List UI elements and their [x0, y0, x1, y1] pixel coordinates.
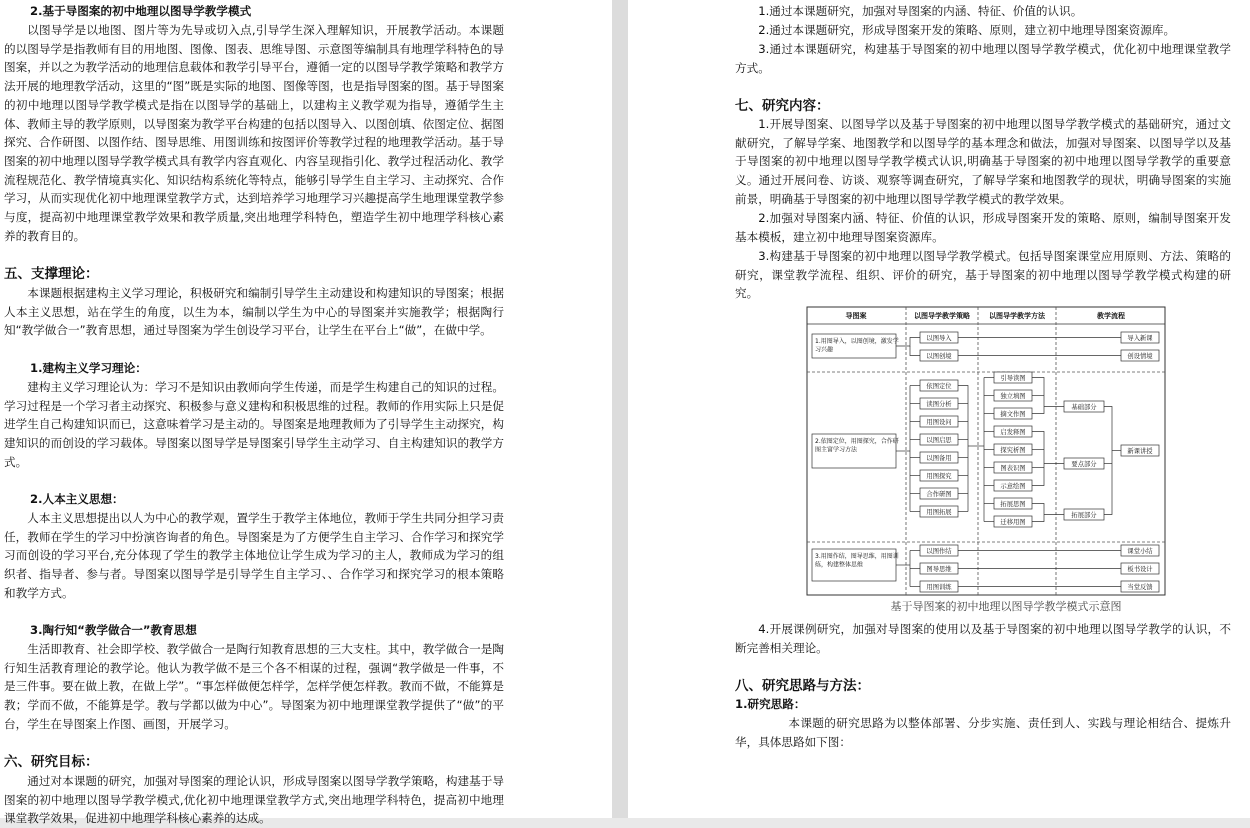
- diagram-method-box: [994, 444, 1032, 455]
- svg-text:迁移用图: 迁移用图: [1000, 519, 1026, 526]
- diagram-strategy-box: [920, 581, 958, 592]
- diagram-strategy-box: [920, 470, 958, 481]
- svg-text:板书设计: 板书设计: [1127, 566, 1153, 573]
- svg-text:1.用图导入，以图创境，激发学习兴趣: 1.用图导入，以图创境，激发学习兴趣: [815, 338, 899, 354]
- diagram-strategy-box: [920, 380, 958, 391]
- diagram-method-box: [994, 408, 1032, 419]
- diagram-flow-box: [1121, 350, 1159, 361]
- subheading-s5-1: 1.建构主义学习理论：: [30, 361, 147, 375]
- diagram-phase-box: [812, 549, 899, 581]
- svg-text:以图启思: 以图启思: [926, 437, 952, 444]
- section-heading-s2: 2.基于导图案的初中地理以图导学教学模式: [30, 4, 252, 18]
- subheading-s5-2: 2.人本主义思想：: [30, 492, 124, 506]
- diagram-header: 导图案: [845, 312, 867, 320]
- svg-text:合作研图: 合作研图: [926, 491, 952, 498]
- svg-text:导入新课: 导入新课: [1127, 335, 1153, 342]
- svg-text:依图定位: 依图定位: [926, 383, 952, 390]
- svg-text:探究析图: 探究析图: [1000, 447, 1026, 454]
- svg-text:要点部分: 要点部分: [1071, 461, 1097, 468]
- diagram-strategy-box: [920, 506, 958, 517]
- diagram-method-box: [994, 462, 1032, 473]
- paragraph-s5-1: 建构主义学习理论认为：学习不是知识由教师向学生传递，而是学生构建自己的知识的过程。学习过程是一个学习者主动探究、积极参与意义建构和积极思维的过程。教师的作用实际上只是促进学生自己构建知识而已，这意味着学习是主动的。导图案是地理教师为了引导学生主动探究，构建知识的而创设的学习载体。导图案以图导学是导图案引导学生主动学习、自主构建知识的教学方式。: [4, 380, 504, 469]
- content-item-3: 3.构建基于导图案的初中地理以图导学教学模式。包括导图案课堂应用原则、方法、策略的研究，课堂教学流程、组织、评价的研究，基于导图案的初中地理以图导学教学模式构建的研究。: [735, 249, 1231, 301]
- svg-text:基础部分: 基础部分: [1071, 404, 1097, 411]
- diagram-caption: 基于导图案的初中地理以图导学教学模式示意图: [890, 600, 1122, 613]
- diagram-strategy-box: [920, 563, 958, 574]
- diagram-strategy-box: [920, 488, 958, 499]
- svg-text:当堂反馈: 当堂反馈: [1127, 584, 1153, 591]
- svg-text:图导思维: 图导思维: [926, 566, 952, 573]
- section-heading-s7: 七、研究内容：: [735, 98, 830, 114]
- diagram-flow-box: [1121, 445, 1159, 456]
- section-heading-s5: 五、支撑理论：: [4, 266, 99, 282]
- svg-text:拓展思图: 拓展思图: [1000, 501, 1026, 508]
- diagram-header: 教学流程: [1097, 312, 1125, 320]
- svg-text:2.依图定位，用图探究，合作研图主富学习方法: 2.依图定位，用图探究，合作研图主富学习方法: [815, 438, 899, 454]
- diagram-flow-box: [1121, 581, 1159, 592]
- diagram-method-box: [994, 516, 1032, 527]
- diagram-header: 以图导学教学策略: [914, 312, 970, 320]
- svg-text:读图分析: 读图分析: [926, 401, 952, 408]
- svg-text:以图创境: 以图创境: [926, 353, 952, 360]
- svg-text:以图备用: 以图备用: [926, 455, 952, 462]
- svg-text:摘文作图: 摘文作图: [1000, 411, 1026, 418]
- diagram-strategy-box: [920, 452, 958, 463]
- svg-text:3.用图作结，图导思维，用图训练，构建整体思维: 3.用图作结，图导思维，用图训练，构建整体思维: [815, 553, 899, 569]
- svg-text:独立填图: 独立填图: [1000, 393, 1026, 400]
- svg-text:以图导入: 以图导入: [926, 335, 952, 342]
- svg-text:创设情境: 创设情境: [1127, 353, 1153, 360]
- goal-item-2: 2.通过本课题研究，形成导图案开发的策略、原则，建立初中地理导图案资源库。: [758, 23, 1176, 37]
- diagram-strategy-box: [920, 332, 958, 343]
- subheading-s5-3: 3.陶行知“教学做合一”教育思想: [30, 623, 197, 637]
- diagram-flow-box: [1121, 332, 1159, 343]
- diagram-phase-box: [812, 434, 899, 468]
- svg-text:引导读图: 引导读图: [1000, 375, 1026, 382]
- goal-item-3: 3.通过本课题研究，构建基于导图案的初中地理以图导学教学模式，优化初中地理课堂教学方式。: [735, 42, 1231, 75]
- diagram-phase-box: [812, 334, 899, 358]
- diagram-strategy-box: [920, 416, 958, 427]
- svg-text:启发释图: 启发释图: [1000, 429, 1026, 436]
- page-gap: [612, 0, 628, 818]
- goal-item-1: 1.通过本课题研究，加强对导图案的内涵、特征、价值的认识。: [758, 4, 1083, 18]
- diagram-part-box: [1064, 509, 1104, 520]
- document-page-left: [0, 0, 612, 826]
- diagram-method-box: [994, 390, 1032, 401]
- diagram-strategy-box: [920, 434, 958, 445]
- diagram-header: 以图导学教学方法: [989, 312, 1045, 320]
- section-heading-s6: 六、研究目标：: [4, 754, 99, 770]
- svg-text:课堂小结: 课堂小结: [1127, 548, 1153, 555]
- section-heading-s8: 八、研究思路与方法：: [735, 678, 870, 694]
- diagram-strategy-box: [920, 398, 958, 409]
- svg-text:用图设问: 用图设问: [926, 419, 952, 426]
- svg-text:图表识图: 图表识图: [1000, 465, 1026, 472]
- svg-text:拓展部分: 拓展部分: [1071, 512, 1097, 519]
- diagram-part-box: [1064, 458, 1104, 469]
- svg-text:新课讲授: 新课讲授: [1127, 448, 1153, 455]
- content-item-1: 1.开展导图案、以图导学以及基于导图案的初中地理以图导学教学模式的基础研究，通过文献研究，了解导学案、地图教学和以图导学的基本理念和做法，加强对导图案、以图导学以及基于导图案的初中地理以图导学教学模式认识,明确基于导图案的初中地理以图导学教学的重要意义。通过开展问卷、访谈、观察等调查研究，了解导学案和地图教学的现状，明确导图案的实施前景，明确基于导图案的初中地理以图导学教学模式的教学效果。: [735, 117, 1231, 206]
- content-item-2: 2.加强对导图案内涵、特征、价值的认识，形成导图案开发的策略、原则，编制导图案开发基本模板，建立初中地理导图案资源库。: [735, 211, 1231, 244]
- paragraph-s8-1: 本课题的研究思路为以整体部署、分步实施、责任到人、实践与理论相结合、提炼升华，具体思路如下图：: [735, 716, 1231, 749]
- document-page-right: [628, 0, 1250, 818]
- diagram-method-box: [994, 480, 1032, 491]
- subheading-s8-1: 1.研究思路：: [735, 697, 806, 711]
- teaching-model-diagram: [806, 306, 1166, 596]
- svg-text:以图作结: 以图作结: [926, 548, 952, 555]
- paragraph-s5: 本课题根据建构主义学习理论，积极研究和编制引导学生主动建设和构建知识的导图案；根据人本主义思想，站在学生的角度，以生为本，编制以学生为中心的导图案并实施教学；根据陶行知“教学做合一”教育思想，通过导图案为学生创设学习平台，让学生在平台上“做”，在做中学。: [4, 286, 504, 338]
- svg-text:用图拓展: 用图拓展: [926, 509, 952, 516]
- diagram-strategy-box: [920, 350, 958, 361]
- svg-text:用图训练: 用图训练: [926, 584, 952, 591]
- svg-text:示意绘图: 示意绘图: [1000, 483, 1026, 490]
- content-item-4: 4.开展课例研究，加强对导图案的使用以及基于导图案的初中地理以图导学教学的认识，不断完善相关理论。: [735, 622, 1231, 655]
- svg-text:用图探究: 用图探究: [926, 473, 952, 480]
- paragraph-s5-2: 人本主义思想提出以人为中心的教学观，置学生于教学主体地位，教师于学生共同分担学习责任，教师在学生的学习中扮演咨询者的角色。导图案是为了方便学生自主学习、合作学习和探究学习而创设的学习平台,充分体现了学生的教学主体地位让学生成为学习的主人，教师成为学习的组织者、指导者、参与者。导图案以图导学是引导学生自主学习、、合作学习和探究学习的根本策略和教学方式。: [4, 511, 504, 600]
- diagram-method-box: [994, 372, 1032, 383]
- diagram-part-box: [1064, 401, 1104, 412]
- diagram-method-box: [994, 426, 1032, 437]
- paragraph-s5-3: 生活即教育、社会即学校、教学做合一是陶行知教育思想的三大支柱。其中，教学做合一是陶行知生活教育理论的教学论。他认为教学做不是三个各不相谋的过程，强调“教学做是一件事，不是三件事。要在做上教，在做上学”。“事怎样做便怎样学，怎样学便怎样教。教而不做，不能算是教；学而不做，不能算是学。教与学都以做为中心”。导图案为初中地理课堂教学提供了“做”的平台，学生在导图案上作图、画图，开展学习。: [4, 642, 504, 731]
- diagram-strategy-box: [920, 545, 958, 556]
- diagram-flow-box: [1121, 563, 1159, 574]
- diagram-method-box: [994, 498, 1032, 509]
- paragraph-s6: 通过对本课题的研究，加强对导图案的理论认识，形成导图案以图导学教学策略，构建基于导图案的初中地理以图导学教学模式,优化初中地理课堂教学方式,突出地理学科特色，提高初中地理课堂教学效果，促进初中地理学科核心素养的达成。: [4, 774, 504, 826]
- paragraph-s2: 以图导学是以地图、图片等为先导或切入点,引导学生深入理解知识，开展教学活动。本课题的以图导学是指教师有目的用地图、图像、图表、思维导图、示意图等编制具有地理学科特色的导图案，并以之为教学活动的地理信息载体和教学引导平台，遵循一定的以图导学教学策略和教学方法开展的地理教学活动，这里的“图”既是实际的地图、图像等图，也是指导图案的图。基于导图案的初中地理以图导学教学模式是指在以图导学的基础上，以建构主义教学观为指导，遵循学生主体、教师主导的教学原则，以导图案为教学平台构建的包括以图导入、以图创填、依图定位、据图探究、合作研图、以图作结、图导思维、用图训练和按图评价等教学过程的地理教学活动。基于导图案的初中地理以图导学教学模式具有教学内容直观化、内容呈现指引化、教学过程活动化、教学流程规范化、教学情境真实化、知识结构系统化等特点，能够引导学生自主学习、主动探究、合作学习，从而实现优化初中地理课堂教学方式，达到培养学习地理学习兴趣提高学生地理课堂教学参与度，提高初中地理课堂教学效果和教学质量,突出地理学科特色，塑造学生初中地理学科核心素养的教育目的。: [4, 23, 504, 243]
- diagram-flow-box: [1121, 545, 1159, 556]
